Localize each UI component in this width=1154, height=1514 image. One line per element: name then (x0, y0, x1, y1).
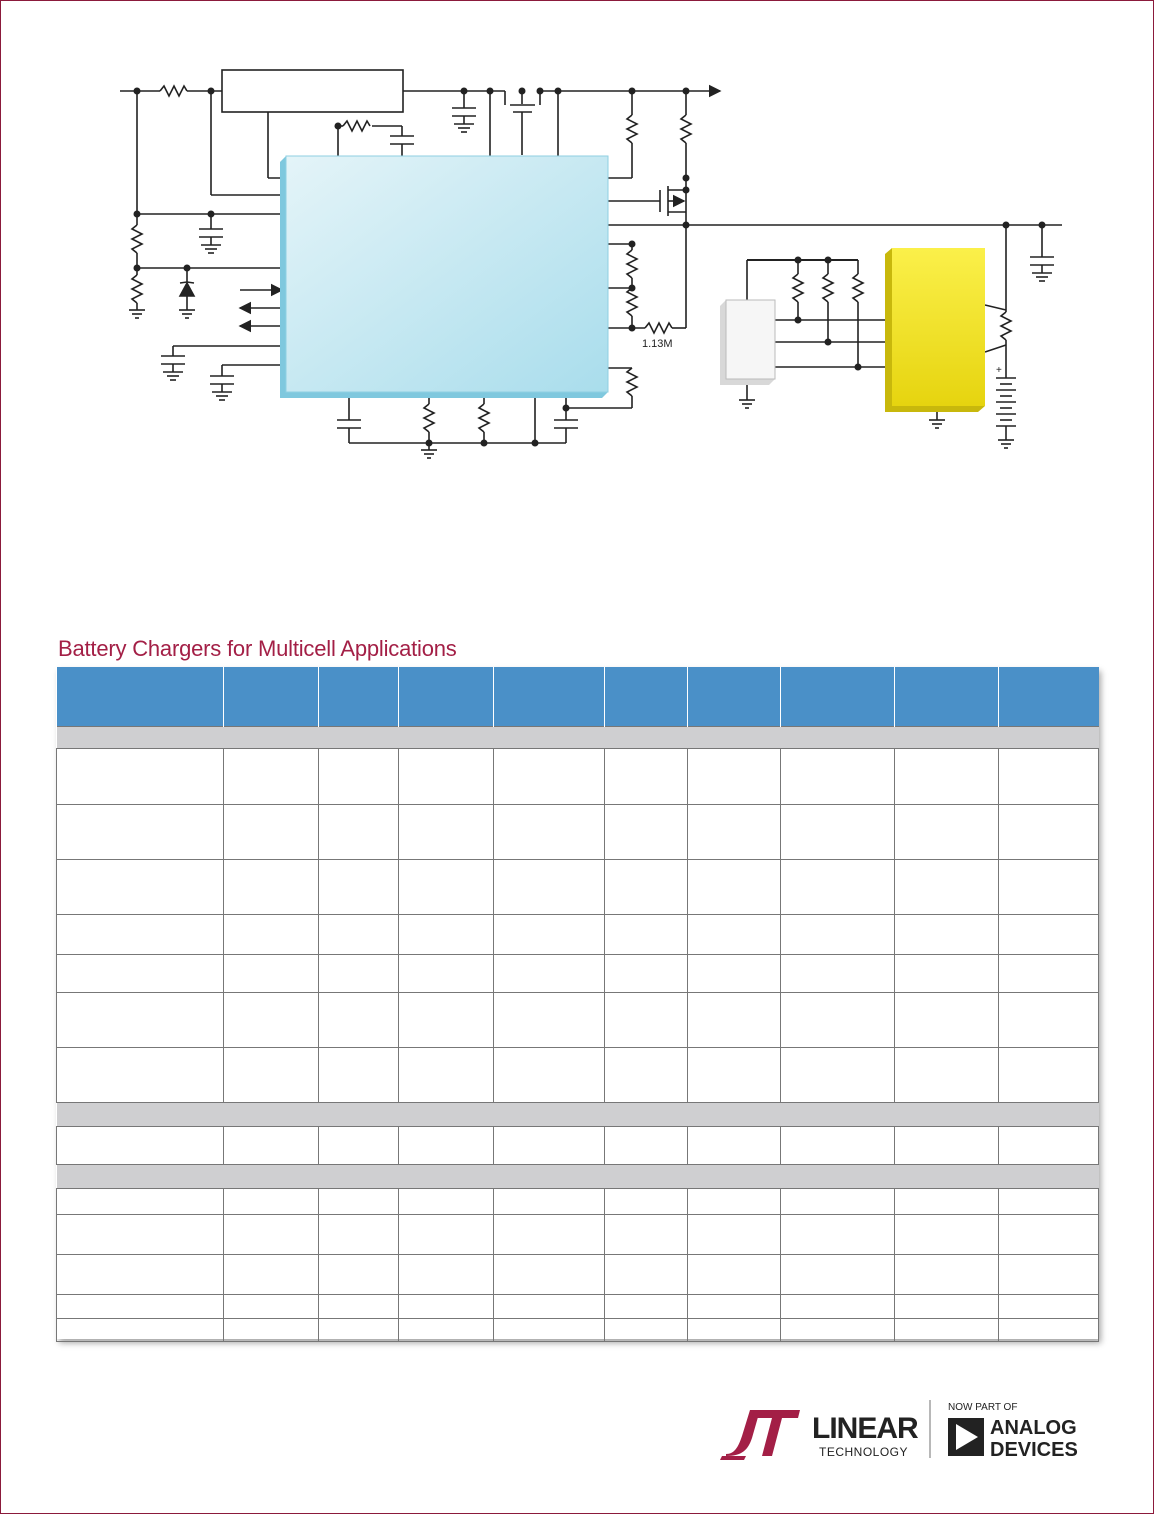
table-cell (781, 993, 895, 1048)
table-cell (999, 1215, 1099, 1255)
table-cell (57, 1127, 224, 1165)
top-controller-block (222, 70, 403, 112)
table-cell (895, 1127, 999, 1165)
column-header (895, 667, 999, 727)
table-cell (57, 993, 224, 1048)
table-cell (999, 1295, 1099, 1319)
battery-gas-gauge-block (885, 248, 985, 412)
table-cell (224, 749, 319, 805)
table-cell (57, 1048, 224, 1103)
table-cell (781, 860, 895, 915)
table-cell (999, 993, 1099, 1048)
host-smbus-device (720, 300, 775, 385)
table-cell (399, 1319, 494, 1342)
table-row (57, 1189, 1099, 1215)
table-cell (605, 1295, 688, 1319)
table-cell (605, 1048, 688, 1103)
table-cell (781, 1295, 895, 1319)
table-cell (781, 915, 895, 955)
table-cell (319, 955, 399, 993)
table-cell (494, 860, 605, 915)
table-cell (57, 860, 224, 915)
table-cell (224, 1255, 319, 1295)
group-label (57, 1103, 1099, 1127)
column-header (999, 667, 1099, 727)
table-row (57, 915, 1099, 955)
table-cell (57, 915, 224, 955)
table-cell (895, 1215, 999, 1255)
partner-prefix: NOW PART OF (948, 1402, 1018, 1413)
table-group-row (57, 1103, 1099, 1127)
brand-subtitle: TECHNOLOGY (819, 1445, 909, 1459)
group-label (57, 1165, 1099, 1189)
table-cell (57, 1215, 224, 1255)
resistor-value-label: 1.13M (642, 338, 673, 350)
table-cell (57, 749, 224, 805)
table-cell (895, 1295, 999, 1319)
table-cell (605, 1127, 688, 1165)
table-cell (319, 1048, 399, 1103)
table-cell (224, 1048, 319, 1103)
table-cell (895, 805, 999, 860)
column-header (399, 667, 494, 727)
table-group-row (57, 1165, 1099, 1189)
table-cell (319, 1295, 399, 1319)
table-cell (319, 805, 399, 860)
table-cell (494, 805, 605, 860)
column-header (319, 667, 399, 727)
table-cell (688, 1255, 781, 1295)
table-row (57, 1255, 1099, 1295)
column-header (224, 667, 319, 727)
table-cell (494, 955, 605, 993)
table-cell (494, 1127, 605, 1165)
table-cell (399, 1127, 494, 1165)
table-row (57, 993, 1099, 1048)
table-row (57, 749, 1099, 805)
table-cell (319, 860, 399, 915)
table-cell (605, 915, 688, 955)
table-cell (999, 915, 1099, 955)
table-cell (57, 1189, 224, 1215)
column-header (605, 667, 688, 727)
linear-technology-logo-icon (720, 1410, 800, 1460)
table-cell (57, 1295, 224, 1319)
table-row (57, 860, 1099, 915)
logo-graphic (720, 1396, 1120, 1466)
table-cell (319, 993, 399, 1048)
table-cell (399, 1215, 494, 1255)
column-header (688, 667, 781, 727)
table-cell (605, 1255, 688, 1295)
footer-logos (720, 1396, 1120, 1466)
analog-devices-logo-icon (948, 1418, 984, 1456)
table-cell (224, 860, 319, 915)
table-cell (781, 1255, 895, 1295)
table-cell (781, 749, 895, 805)
table-row (57, 1295, 1099, 1319)
table-cell (605, 1319, 688, 1342)
table-cell (895, 1255, 999, 1295)
table-cell (319, 1319, 399, 1342)
charger-schematic (0, 0, 1154, 520)
table-cell (224, 993, 319, 1048)
table-cell (895, 1189, 999, 1215)
table-cell (781, 1189, 895, 1215)
table-cell (895, 993, 999, 1048)
table-cell (494, 749, 605, 805)
table-row (57, 805, 1099, 860)
table-cell (57, 1255, 224, 1295)
table-cell (319, 749, 399, 805)
column-header (781, 667, 895, 727)
table-cell (57, 1319, 224, 1342)
table-cell (605, 955, 688, 993)
table-cell (399, 1048, 494, 1103)
table-cell (224, 955, 319, 993)
table-cell (224, 1189, 319, 1215)
table-cell (999, 749, 1099, 805)
table-cell (224, 805, 319, 860)
table-cell (781, 1215, 895, 1255)
table-cell (319, 1255, 399, 1295)
table-cell (605, 1215, 688, 1255)
table-cell (494, 1215, 605, 1255)
table-cell (494, 1319, 605, 1342)
table-cell (399, 1255, 494, 1295)
table-cell (399, 749, 494, 805)
table-cell (605, 1189, 688, 1215)
table-cell (494, 1048, 605, 1103)
table-header-row (57, 667, 1099, 727)
table-cell (688, 915, 781, 955)
group-label (57, 727, 1099, 749)
partner-name-line-1: ANALOG (990, 1417, 1077, 1439)
table-cell (999, 860, 1099, 915)
table-cell (605, 860, 688, 915)
table-cell (399, 860, 494, 915)
column-header (57, 667, 224, 727)
table-cell (895, 915, 999, 955)
table-cell (688, 955, 781, 993)
section-title: Battery Chargers for Multicell Applications (58, 636, 457, 661)
table-row (57, 955, 1099, 993)
table-cell (999, 1127, 1099, 1165)
table-cell (688, 1048, 781, 1103)
battery-plus-sign: + (996, 365, 1002, 376)
table-cell (688, 1215, 781, 1255)
table-cell (224, 1319, 319, 1342)
table-cell (895, 1048, 999, 1103)
table-row (57, 1215, 1099, 1255)
table-cell (605, 749, 688, 805)
table-cell (781, 1319, 895, 1342)
table-row (57, 1127, 1099, 1165)
table-cell (605, 993, 688, 1048)
table-cell (999, 1048, 1099, 1103)
table-cell (999, 955, 1099, 993)
table-cell (895, 860, 999, 915)
table-cell (999, 1319, 1099, 1342)
table-cell (688, 993, 781, 1048)
table-cell (895, 749, 999, 805)
table-cell (399, 805, 494, 860)
table-cell (781, 1127, 895, 1165)
table-cell (399, 993, 494, 1048)
charger-ic-block (280, 156, 608, 398)
table-cell (224, 915, 319, 955)
table-cell (399, 1295, 494, 1319)
partner-name-line-2: DEVICES (990, 1439, 1078, 1461)
table-cell (688, 1295, 781, 1319)
table-cell (494, 1255, 605, 1295)
table-row (57, 1319, 1099, 1342)
table-cell (399, 955, 494, 993)
table-cell (399, 1189, 494, 1215)
table-cell (399, 915, 494, 955)
table-cell (895, 1319, 999, 1342)
table-cell (319, 915, 399, 955)
table-cell (688, 1319, 781, 1342)
table-cell (494, 1189, 605, 1215)
table-cell (494, 915, 605, 955)
table-cell (224, 1295, 319, 1319)
table-cell (895, 955, 999, 993)
table-cell (688, 860, 781, 915)
table-cell (57, 955, 224, 993)
table-cell (999, 805, 1099, 860)
table-cell (781, 1048, 895, 1103)
table-cell (319, 1189, 399, 1215)
table-cell (224, 1215, 319, 1255)
charger-table-container (56, 667, 1098, 1339)
table-cell (688, 1189, 781, 1215)
brand-name: LINEAR (812, 1412, 918, 1445)
table-cell (781, 955, 895, 993)
table-group-row (57, 727, 1099, 749)
table-cell (605, 805, 688, 860)
table-cell (57, 805, 224, 860)
table-cell (494, 1295, 605, 1319)
column-header (494, 667, 605, 727)
table-cell (999, 1255, 1099, 1295)
table-cell (688, 749, 781, 805)
table-cell (688, 805, 781, 860)
charger-spec-table (56, 667, 1099, 1342)
table-cell (781, 805, 895, 860)
table-cell (494, 993, 605, 1048)
table-cell (999, 1189, 1099, 1215)
table-cell (319, 1127, 399, 1165)
table-cell (224, 1127, 319, 1165)
table-row (57, 1048, 1099, 1103)
table-cell (319, 1215, 399, 1255)
table-cell (688, 1127, 781, 1165)
